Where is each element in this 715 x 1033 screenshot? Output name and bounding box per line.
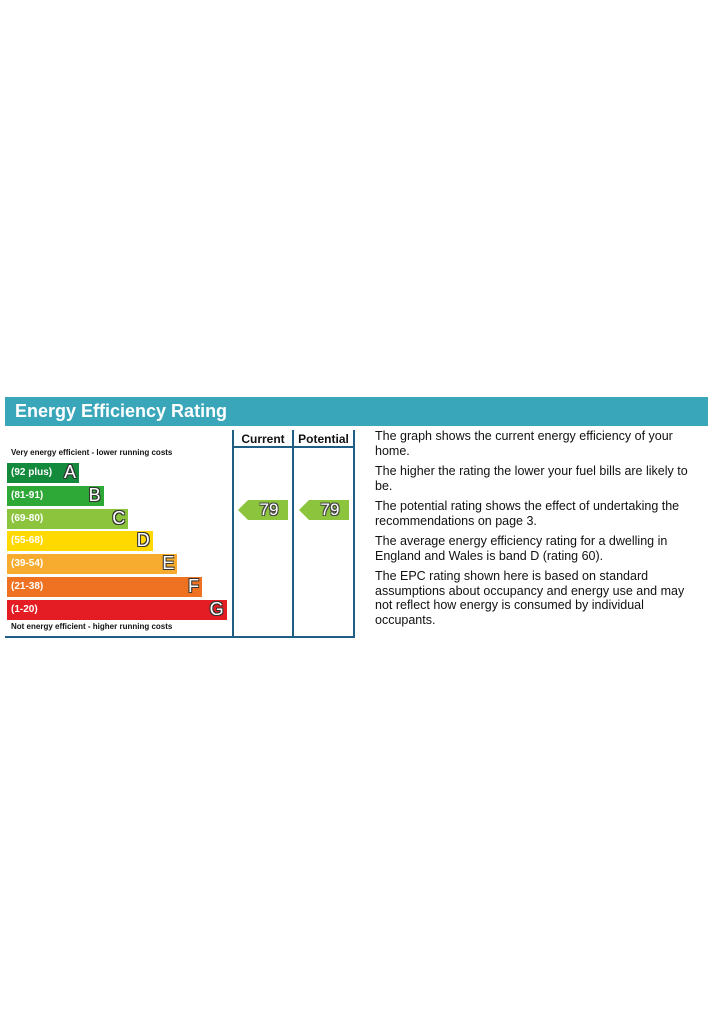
current-column-header: Current xyxy=(241,432,285,446)
band-range-label: (81-91) xyxy=(11,489,44,501)
band-letter: A xyxy=(63,462,76,482)
band-letter: E xyxy=(162,553,175,574)
potential-rating-arrow xyxy=(299,500,349,520)
band-range-label: (21-38) xyxy=(11,581,44,592)
rating-band-e xyxy=(7,554,177,574)
rating-band-g xyxy=(7,600,227,620)
band-letter: D xyxy=(136,530,150,551)
potential-column-header: Potential xyxy=(298,432,349,446)
current-rating-value: 79 xyxy=(259,500,279,519)
top-efficiency-label: Very energy efficient - lower running costs xyxy=(11,448,173,457)
potential-rating-value: 79 xyxy=(320,500,340,519)
band-letter: B xyxy=(88,484,101,505)
band-letter: C xyxy=(112,507,126,528)
rating-band-c xyxy=(7,509,128,529)
rating-description xyxy=(375,429,705,633)
band-letter: G xyxy=(209,598,224,619)
band-range-label: (92 plus) xyxy=(11,467,53,478)
band-letter: F xyxy=(188,576,199,596)
description-paragraph: The graph shows the current energy efficiency of your home. xyxy=(375,429,673,458)
description-paragraph: The EPC rating shown here is based on standard assumptions about occupancy and energy use and may not reflect how energy is consumed by individual occupants. xyxy=(375,569,685,627)
current-rating-arrow xyxy=(238,500,288,520)
rating-band-d xyxy=(7,531,153,551)
header-title: Energy Efficiency Rating xyxy=(15,401,228,421)
band-range-label: (55-68) xyxy=(11,535,44,547)
description-paragraph: The potential rating shows the effect of undertaking the recommendations on page 3. xyxy=(375,499,680,528)
rating-band-f xyxy=(7,577,202,597)
bottom-efficiency-label: Not energy efficient - higher running costs xyxy=(11,622,173,631)
band-range-label: (39-54) xyxy=(11,558,44,570)
band-range-label: (69-80) xyxy=(11,512,44,524)
description-paragraph: The average energy efficiency rating for a dwelling in England and Wales is band D (rating 60). xyxy=(375,534,668,563)
band-range-label: (1-20) xyxy=(11,603,38,615)
rating-band-a xyxy=(7,463,79,483)
column-divider xyxy=(232,430,234,637)
description-paragraph: The higher the rating the lower your fuel bills are likely to be. xyxy=(375,464,688,493)
rating-band-b xyxy=(7,486,104,506)
column-divider xyxy=(292,430,294,637)
energy-rating-header xyxy=(5,397,708,426)
column-divider xyxy=(353,430,355,637)
